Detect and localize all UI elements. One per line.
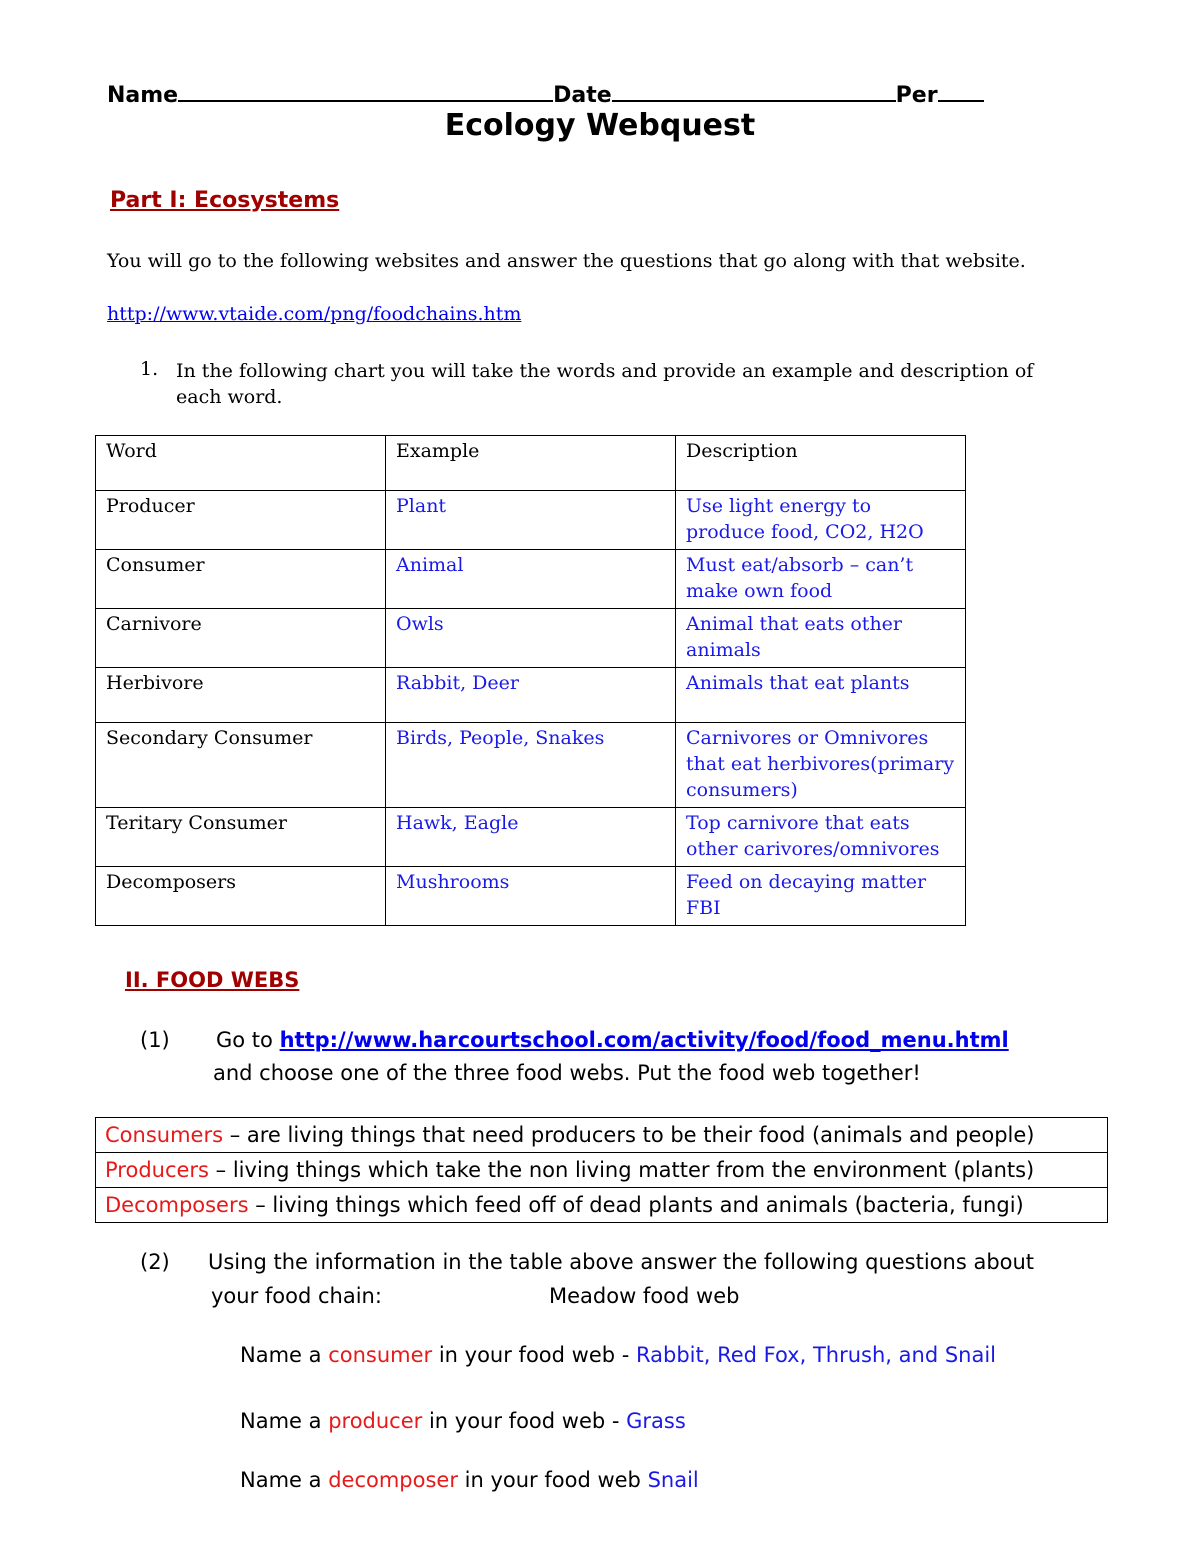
example-cell: Birds, People, Snakes [386, 723, 676, 808]
example-cell: Mushrooms [386, 867, 676, 926]
step-1-prefix: Go to [216, 1028, 273, 1052]
answer-decomposer [240, 1468, 699, 1492]
definition-text: – living things which take the non living matter from the environment (plants) [209, 1158, 1035, 1182]
definitions-table [95, 1117, 1108, 1223]
table-row [96, 668, 966, 723]
table-row [96, 609, 966, 668]
part1-intro: You will go to the following websites and answer the questions that go along with that website. [107, 250, 1026, 272]
answer-prefix: Name a [240, 1409, 329, 1433]
word-cell: Herbivore [96, 668, 386, 723]
definition-row [96, 1118, 1108, 1153]
word-cell: Teritary Consumer [96, 808, 386, 867]
answer-value: Grass [626, 1409, 686, 1433]
definition-term: Decomposers [105, 1193, 249, 1217]
word-cell: Decomposers [96, 867, 386, 926]
table-row [96, 808, 966, 867]
per-label: Per [895, 83, 938, 108]
answer-middle: in your food web - [422, 1409, 627, 1433]
word-cell: Producer [96, 491, 386, 550]
answer-value: Rabbit, Red Fox, Thrush, and Snail [636, 1343, 997, 1367]
step-2-line-2: your food chain: [211, 1284, 382, 1308]
answer-middle: in your food web [457, 1468, 648, 1492]
table-row [96, 723, 966, 808]
header-word: Word [96, 436, 386, 491]
table-row [96, 550, 966, 609]
definition-term: Consumers [105, 1123, 224, 1147]
step-2-number: (2) [140, 1250, 170, 1274]
table-row [96, 867, 966, 926]
description-cell: Animal that eats other animals [676, 609, 966, 668]
description-cell: Must eat/absorb – can’t make own food [676, 550, 966, 609]
word-cell: Consumer [96, 550, 386, 609]
example-cell: Animal [386, 550, 676, 609]
definition-row [96, 1153, 1108, 1188]
definition-row [96, 1188, 1108, 1223]
vocabulary-table [95, 435, 966, 926]
answer-middle: in your food web - [432, 1343, 636, 1367]
definition-text: – living things which feed off of dead plants and animals (bacteria, fungi) [248, 1193, 1024, 1217]
foodchains-link[interactable]: http://www.vtaide.com/png/foodchains.htm [107, 303, 522, 325]
date-blank[interactable] [612, 80, 896, 102]
header-line [107, 80, 984, 108]
definition-text: – are living things that need producers to be their food (animals and people) [223, 1123, 1035, 1147]
example-cell: Plant [386, 491, 676, 550]
question-1-number: 1. [140, 358, 159, 380]
table-row [96, 491, 966, 550]
period-blank[interactable] [938, 80, 984, 102]
name-label: Name [107, 83, 179, 108]
page-title: Ecology Webquest [444, 108, 756, 143]
food-web-name: Meadow food web [549, 1284, 740, 1308]
description-cell: Top carnivore that eats other carivores/omnivores [676, 808, 966, 867]
step-2-line-1: Using the information in the table above answer the following questions about [208, 1250, 1035, 1274]
description-cell: Animals that eat plants [676, 668, 966, 723]
example-cell: Hawk, Eagle [386, 808, 676, 867]
question-1-text: In the following chart you will take the words and provide an example and description of each word. [176, 360, 1034, 408]
answer-producer [240, 1409, 686, 1433]
word-cell: Secondary Consumer [96, 723, 386, 808]
description-cell: Carnivores or Omnivores that eat herbivores(primary consumers) [676, 723, 966, 808]
word-cell: Carnivore [96, 609, 386, 668]
name-blank[interactable] [178, 80, 553, 102]
step-1-line [216, 1028, 1009, 1052]
example-cell: Rabbit, Deer [386, 668, 676, 723]
part2-heading: II. FOOD WEBS [125, 968, 300, 992]
answer-term: decomposer [328, 1468, 458, 1492]
description-cell: Use light energy to produce food, CO2, H2O [676, 491, 966, 550]
table-header-row [96, 436, 966, 491]
step-1-instruction: and choose one of the three food webs. Put the food web together! [213, 1061, 921, 1085]
part1-heading: Part I: Ecosystems [110, 188, 340, 213]
harcourt-link[interactable]: http://www.harcourtschool.com/activity/food/food_menu.html [279, 1028, 1009, 1052]
answer-value: Snail [647, 1468, 699, 1492]
example-cell: Owls [386, 609, 676, 668]
answer-prefix: Name a [240, 1343, 329, 1367]
answer-prefix: Name a [240, 1468, 329, 1492]
definition-term: Producers [105, 1158, 209, 1182]
date-label: Date [553, 83, 612, 108]
description-cell: Feed on decaying matter FBI [676, 867, 966, 926]
answer-term: consumer [328, 1343, 433, 1367]
answer-consumer [240, 1343, 996, 1367]
header-example: Example [386, 436, 676, 491]
answer-term: producer [328, 1409, 423, 1433]
header-description: Description [676, 436, 966, 491]
step-1-number: (1) [140, 1028, 170, 1052]
